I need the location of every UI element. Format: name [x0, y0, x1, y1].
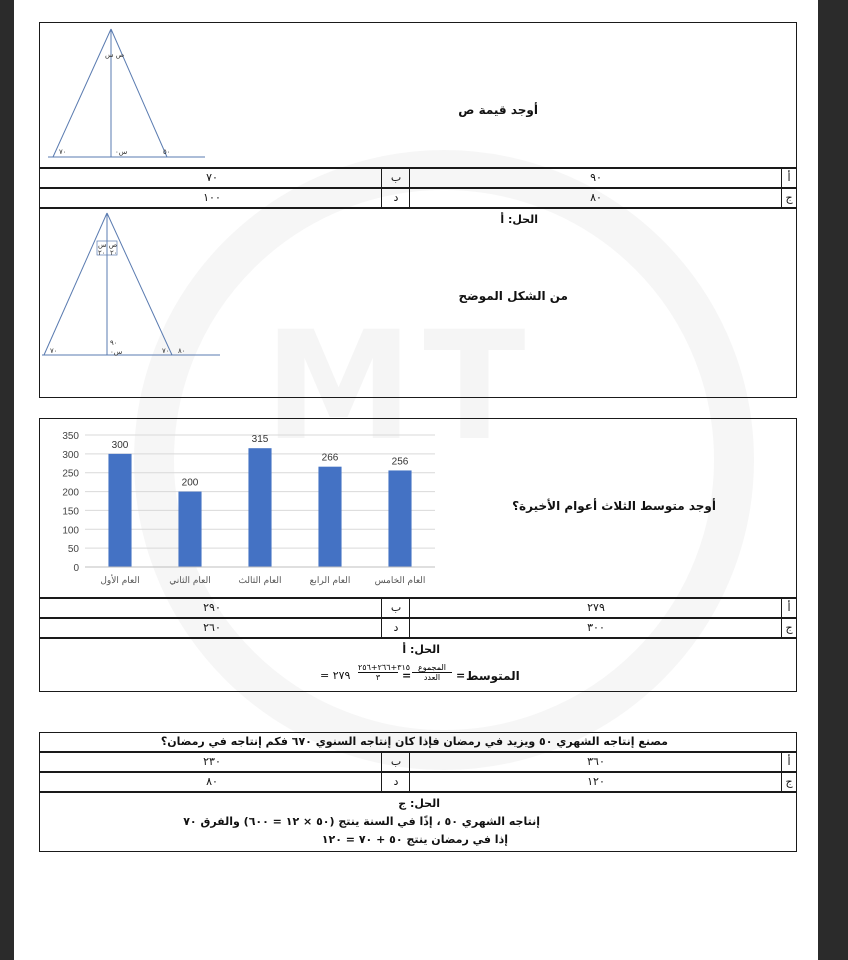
q2-option-value-d: ٢٦٠ — [203, 621, 221, 634]
q1-option-value-d: ١٠٠ — [203, 191, 221, 204]
category-label-1: العام الثاني — [169, 576, 211, 586]
q2-option-value-c: ٣٠٠ — [587, 621, 605, 634]
q2-solution-box — [39, 638, 797, 692]
q3-option-letter-b: ب — [390, 755, 402, 768]
data-label-0: 300 — [111, 439, 129, 451]
q3-option-value-c: ١٢٠ — [587, 775, 605, 788]
q2-solution-answer: الحل: أ — [402, 643, 440, 656]
q2-options-row-1 — [39, 598, 797, 618]
formula-label: المتوسط — [466, 669, 520, 683]
q2-options-row-2 — [39, 618, 797, 638]
y-tick-label-3: 150 — [62, 506, 79, 518]
category-label-3: العام الرابع — [309, 576, 351, 586]
q3-option-value-a: ٣٦٠ — [587, 755, 605, 768]
bar-1 — [178, 492, 201, 567]
formula-fraction-2 — [412, 663, 452, 682]
q1-options-row-1 — [39, 168, 797, 188]
fig2-label-foot: س٠ — [110, 348, 123, 356]
fig2-label-left: ٧٠ — [50, 347, 58, 355]
q1-label-apex: ص س — [105, 51, 125, 59]
q1-options-row-2 — [39, 188, 797, 208]
y-tick-label-1: 50 — [67, 544, 79, 556]
q3-option-letter-c: ج — [785, 775, 793, 788]
formula-denominator: العدد — [423, 673, 441, 682]
bar-0 — [108, 454, 131, 567]
category-label-0: العام الأول — [100, 576, 140, 586]
bar-2 — [248, 448, 271, 567]
q3-option-letter-a: أ — [787, 755, 791, 768]
data-label-1: 200 — [181, 477, 199, 489]
q1-triangle-figure — [45, 23, 225, 168]
q1-option-value-a: ٩٠ — [590, 171, 602, 184]
q2-question-text: أوجد متوسط الثلاث أعوام الأخيرة؟ — [512, 499, 716, 513]
q2-option-letter-a: أ — [787, 601, 791, 614]
bar-3 — [318, 467, 341, 567]
y-tick-label-2: 100 — [62, 525, 79, 537]
q2-option-letter-b: ب — [390, 601, 402, 614]
q1-option-letter-d: د — [393, 191, 399, 204]
data-label-2: 315 — [251, 434, 269, 446]
data-label-3: 266 — [321, 452, 339, 464]
q3-options-row-2 — [39, 772, 797, 792]
q2-option-value-a: ٢٧٩ — [587, 601, 605, 614]
bar-chart — [40, 419, 450, 594]
q3-solution-line-2: إذا في رمضان ينتج ٥٠ + ٧٠ = ١٢٠ — [321, 833, 508, 846]
y-tick-label-7: 350 — [62, 431, 79, 442]
category-label-4: العام الخامس — [374, 576, 426, 586]
q2-option-letter-d: د — [393, 621, 399, 634]
y-tick-label-4: 200 — [62, 487, 79, 499]
fig2-label-apex: ص س — [98, 241, 118, 249]
fig2-label-mid: ٩٠ — [110, 339, 118, 347]
y-tick-label-5: 250 — [62, 468, 79, 480]
q3-solution-line-1: إنتاجه الشهري ٥٠ ، إذًا في السنة ينتج (٥٠ × ١٢ = ٦٠٠) والفرق ٧٠ — [183, 815, 540, 828]
bar-4 — [388, 470, 411, 567]
q1-solution-answer: الحل: أ — [500, 213, 538, 226]
q1-option-value-c: ٨٠ — [590, 191, 602, 204]
q1-option-letter-c: ج — [785, 191, 793, 204]
q3-option-letter-d: د — [393, 775, 399, 788]
q1-label-left: ٧٠ — [59, 148, 67, 156]
q1-option-letter-b: ب — [390, 171, 402, 184]
category-label-2: العام الثالث — [238, 576, 282, 586]
fig2-label-a2: ٢٠ — [110, 249, 118, 257]
q1-option-letter-a: أ — [787, 171, 791, 184]
q1-label-right: ٥٠ — [163, 148, 171, 156]
q2-option-letter-c: ج — [785, 621, 793, 634]
y-tick-label-0: 0 — [73, 563, 79, 574]
q1-question-box — [39, 22, 797, 168]
formula-div: ٣ — [375, 673, 381, 682]
q1-solution-triangle — [40, 211, 230, 361]
formula-result: ٢٧٩ = — [320, 669, 351, 682]
q2-formula: ٢٧٩ = ٣١٥+٢٦٦+٢٥٦ ٣ = المجموع العدد = المتوسط — [320, 663, 520, 683]
data-label-4: 256 — [391, 456, 409, 468]
q3-question-box — [39, 732, 797, 752]
q3-options-row-1 — [39, 752, 797, 772]
q1-solution-box — [39, 208, 797, 398]
q3-question-text: مصنع إنتاجه الشهري ٥٠ ويزيد في رمضان فإذا كان إنتاجه السنوي ٦٧٠ فكم إنتاجه في رمضان؟ — [160, 735, 668, 748]
q1-option-value-b: ٧٠ — [206, 171, 218, 184]
q3-solution-answer: الحل: ج — [398, 797, 440, 810]
formula-numerator: المجموع — [412, 663, 452, 673]
q1-solution-text: من الشكل الموضح — [458, 289, 568, 303]
q1-question-text: أوجد قيمة ص — [458, 103, 538, 117]
q2-question-box — [39, 418, 797, 598]
formula-sum: ٣١٥+٢٦٦+٢٥٦ — [358, 663, 411, 672]
q3-option-value-b: ٢٣٠ — [203, 755, 221, 768]
fig2-label-right2: ٨٠ — [178, 347, 186, 355]
fig2-label-right1: ٧٠ — [162, 347, 170, 355]
q3-option-value-d: ٨٠ — [206, 775, 218, 788]
worksheet-page — [14, 0, 818, 960]
q3-solution-box — [39, 792, 797, 852]
formula-fraction-1 — [358, 663, 411, 682]
q2-option-value-b: ٢٩٠ — [203, 601, 221, 614]
fig2-label-a1: ٢٠ — [98, 249, 106, 257]
y-tick-label-6: 300 — [62, 449, 79, 461]
q1-label-foot: س٠ — [115, 148, 128, 156]
